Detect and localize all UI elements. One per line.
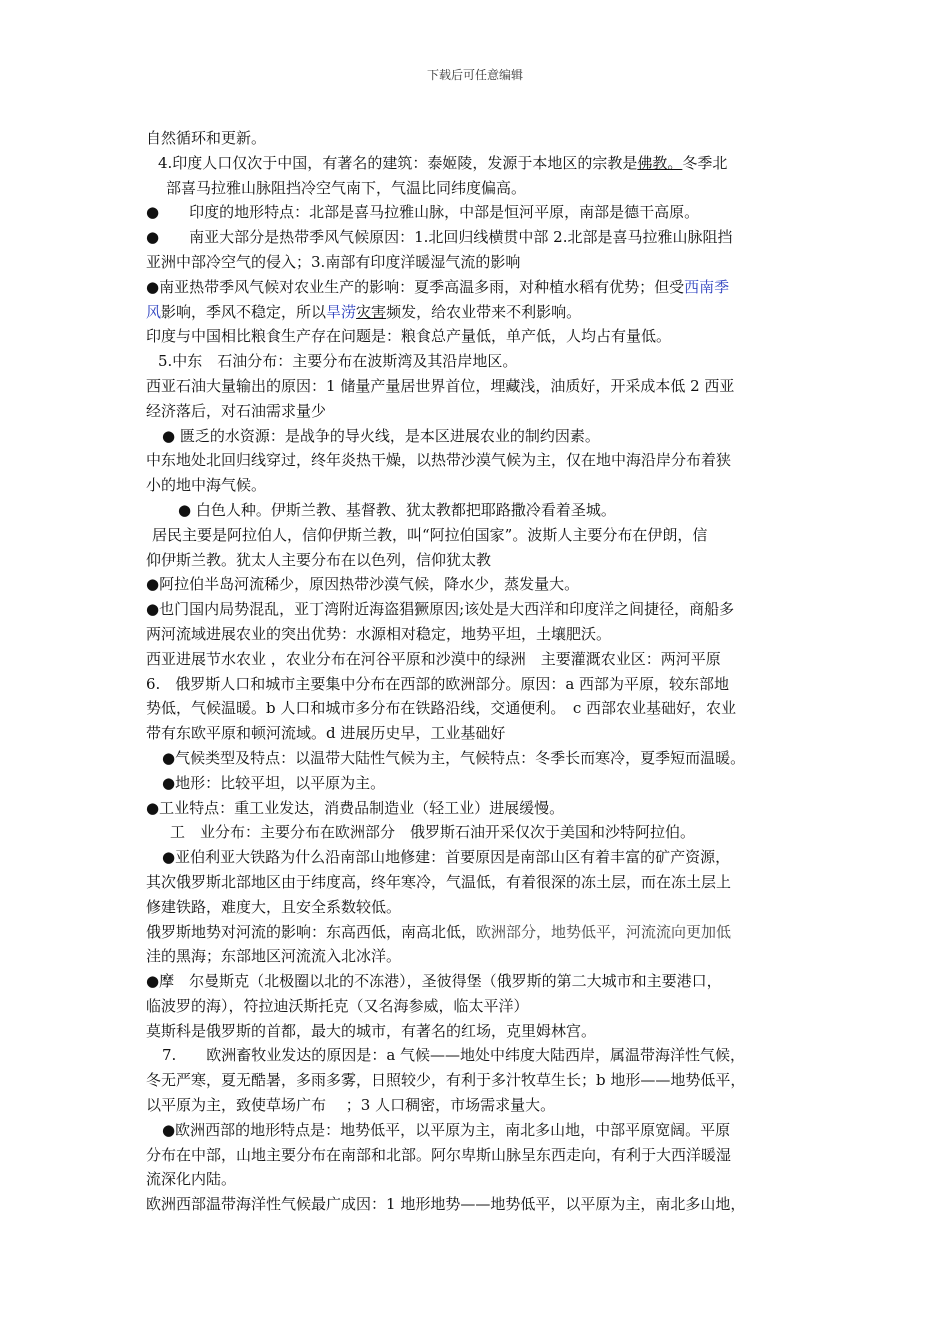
text-segment: 经济落后，对石油需求量少: [146, 401, 327, 420]
text-segment: 欧洲西部温带海洋性气候最广成因：1 地形地势——地势低平，以平原为主，南北多山地，: [146, 1195, 746, 1214]
page-header: 下载后可任意编辑: [426, 68, 523, 82]
text-line: [146, 771, 822, 796]
text-line: [146, 672, 822, 697]
text-line: [146, 820, 822, 845]
text-segment: ●地形：比较平坦，以平原为主。: [162, 773, 386, 792]
text-line: [146, 647, 822, 672]
text-line: [146, 696, 822, 721]
text-segment: 欧洲部分，地势低平，河流流向更加低: [476, 922, 732, 941]
text-segment: 中东地处北回归线穿过，终年炎热干燥，以热带沙漠气候为主，仅在地中海沿岸分布着狭: [146, 451, 732, 470]
text-line: [146, 969, 822, 994]
text-line: [146, 597, 822, 622]
text-line: [146, 1043, 822, 1068]
text-line: [146, 424, 822, 449]
text-line: [146, 225, 822, 250]
text-segment: 仰伊斯兰教。犹太人主要分布在以色列，信仰犹太教: [146, 550, 492, 569]
text-line: [146, 498, 822, 523]
text-segment: 自然循环和更新。: [146, 129, 267, 147]
text-segment: 其次俄罗斯北部地区由于纬度高，终年寒冷，气温低，有着很深的冻土层，而在冻土层上: [146, 872, 732, 891]
text-segment: 7. 欧洲畜牧业发达的原因是：a 气候——地处中纬度大陆西岸，属温带海洋性气候，: [162, 1046, 746, 1065]
text-segment: 修建铁路，难度大，且安全系数较低。: [146, 897, 402, 916]
text-segment: 灾害: [356, 302, 387, 321]
text-segment: 西亚进展节水农业 ，农业分布在河谷平原和沙漠中的绿洲 主要灌溉农业区：两河平原: [146, 649, 721, 668]
text-segment: ● 印度的地形特点：北部是喜马拉雅山脉，中部是恒河平原，南部是德干高原。: [146, 203, 700, 222]
text-line: [146, 523, 822, 548]
text-line: [146, 448, 822, 473]
text-line: [146, 324, 822, 349]
text-line: [146, 1093, 822, 1118]
text-line: [146, 1192, 822, 1217]
text-segment: 4.印度人口仅次于中国，有著名的建筑：泰姬陵，发源于本地区的宗教是: [158, 153, 638, 172]
text-segment: 风: [146, 302, 162, 321]
text-line: [146, 275, 822, 300]
text-line: [146, 126, 822, 151]
text-segment: 带有东欧平原和顿河流域。d 进展历史早，工业基础好: [146, 724, 506, 743]
text-segment: 西亚石油大量输出的原因：1 储量产量居世界首位，埋藏浅，油质好，开采成本低 2 西亚: [146, 376, 735, 395]
text-segment: 势低，气候温暖。b 人口和城市多分布在铁路沿线，交通便利。 c 西部农业基础好，农业: [146, 699, 737, 718]
text-segment: ●南亚热带季风气候对农业生产的影响：夏季高温多雨，对种植水稻有优势；但受: [146, 277, 685, 296]
text-segment: 分布在中部，山地主要分布在南部和北部。阿尔卑斯山脉呈东西走向，有利于大西洋暖湿: [146, 1145, 732, 1164]
text-segment: ● 匮乏的水资源：是战争的导火线，是本区进展农业的制约因素。: [162, 426, 600, 445]
text-segment: 6. 俄罗斯人口和城市主要集中分布在西部的欧洲部分。原因：a 西部为平原，较东部地: [146, 674, 730, 693]
text-line: [146, 994, 822, 1019]
text-line: [146, 845, 822, 870]
text-line: [146, 473, 822, 498]
text-line: [146, 399, 822, 424]
text-segment: 以平原为主，致使草场广布 ；3 人口稠密，市场需求量大。: [146, 1096, 556, 1115]
text-segment: 小的地中海气候。: [146, 476, 267, 495]
text-line: [146, 944, 822, 969]
text-line: [146, 796, 822, 821]
text-segment: ●亚伯利亚大铁路为什么沿南部山地修建：首要原因是南部山区有着丰富的矿产资源，: [162, 848, 731, 867]
text-segment: 临波罗的海），符拉迪沃斯托克（又名海参威，临太平洋）: [146, 996, 529, 1015]
text-segment: ●工业特点：重工业发达，消费品制造业（轻工业）进展缓慢。: [146, 798, 565, 817]
text-segment: ●摩 尔曼斯克（北极圈以北的不冻港），圣彼得堡（俄罗斯的第二大城市和主要港口，: [146, 972, 722, 991]
text-segment: ●气候类型及特点：以温带大陆性气候为主，气候特点：冬季长而寒冷，夏季短而温暖。: [162, 748, 746, 767]
text-segment: 5.中东 石油分布：主要分布在波斯湾及其沿岸地区。: [158, 352, 518, 371]
text-segment: 影响，季风不稳定，所以: [161, 302, 327, 321]
text-line: [146, 1019, 822, 1044]
text-segment: 洼的黑海；东部地区河流流入北冰洋。: [146, 947, 402, 966]
text-line: [146, 1143, 822, 1168]
text-segment: 莫斯科是俄罗斯的首都，最大的城市，有著名的红场，克里姆林宫。: [146, 1021, 597, 1040]
text-line: [146, 622, 822, 647]
text-segment: ●阿拉伯半岛河流稀少，原因热带沙漠气候，降水少，蒸发量大。: [146, 575, 580, 594]
text-line: [146, 1068, 822, 1093]
text-line: [146, 200, 822, 225]
text-line: [146, 1118, 822, 1143]
text-segment: 频发，给农业带来不利影响。: [386, 302, 582, 321]
text-line: [146, 721, 822, 746]
text-segment: 俄罗斯地势对河流的影响：东高西低，南高北低，: [146, 922, 477, 941]
text-line: [146, 1167, 822, 1192]
text-segment: 亚洲中部冷空气的侵入；3.南部有印度洋暖湿气流的影响: [146, 252, 521, 271]
text-line: [146, 151, 822, 176]
text-segment: 旱涝: [326, 302, 357, 321]
text-segment: 西南季: [684, 277, 730, 296]
text-segment: ●也门国内局势混乱，亚丁湾附近海盗猖獗原因;该处是大西洋和印度洋之间捷径，商船多: [146, 600, 735, 619]
text-segment: ●欧洲西部的地形特点是：地势低平，以平原为主，南北多山地，中部平原宽阔。平原: [162, 1120, 731, 1139]
text-segment: ● 南亚大部分是热带季风气候原因：1.北回归线横贯中部 2.北部是喜马拉雅山脉阻挡: [146, 228, 733, 247]
text-line: [146, 746, 822, 771]
text-line: [146, 349, 822, 374]
text-segment: 两河流域进展农业的突出优势：水源相对稳定，地势平坦，土壤肥沃。: [146, 624, 612, 643]
text-segment: 冬无严寒，夏无酷暑，多雨多雾，日照较少，有利于多汁牧草生长；b 地形——地势低平，: [146, 1071, 746, 1090]
document-body: [146, 126, 822, 1217]
text-line: [146, 250, 822, 275]
text-segment: 部喜马拉雅山脉阻挡冷空气南下，气温比同纬度偏高。: [166, 178, 527, 197]
text-line: [146, 176, 822, 201]
text-segment: 工 业分布：主要分布在欧洲部分 俄罗斯石油开采仅次于美国和沙特阿拉伯。: [170, 823, 696, 842]
text-line: [146, 895, 822, 920]
text-segment: 冬季北: [682, 153, 728, 172]
text-line: [146, 920, 822, 945]
text-segment: ● 白色人种。伊斯兰教、基督教、犹太教都把耶路撒冷看着圣城。: [178, 500, 616, 519]
text-line: [146, 548, 822, 573]
text-segment: 流深化内陆。: [146, 1170, 237, 1189]
text-segment: 佛教。: [637, 153, 683, 172]
text-line: [146, 870, 822, 895]
text-line: [146, 300, 822, 325]
text-segment: 印度与中国相比粮食生产存在问题是：粮食总产量低，单产低，人均占有量低。: [146, 327, 672, 346]
text-line: [146, 572, 822, 597]
text-line: [146, 374, 822, 399]
text-segment: 居民主要是阿拉伯人，信仰伊斯兰教，叫“阿拉伯国家”。波斯人主要分布在伊朗，信: [152, 525, 708, 544]
